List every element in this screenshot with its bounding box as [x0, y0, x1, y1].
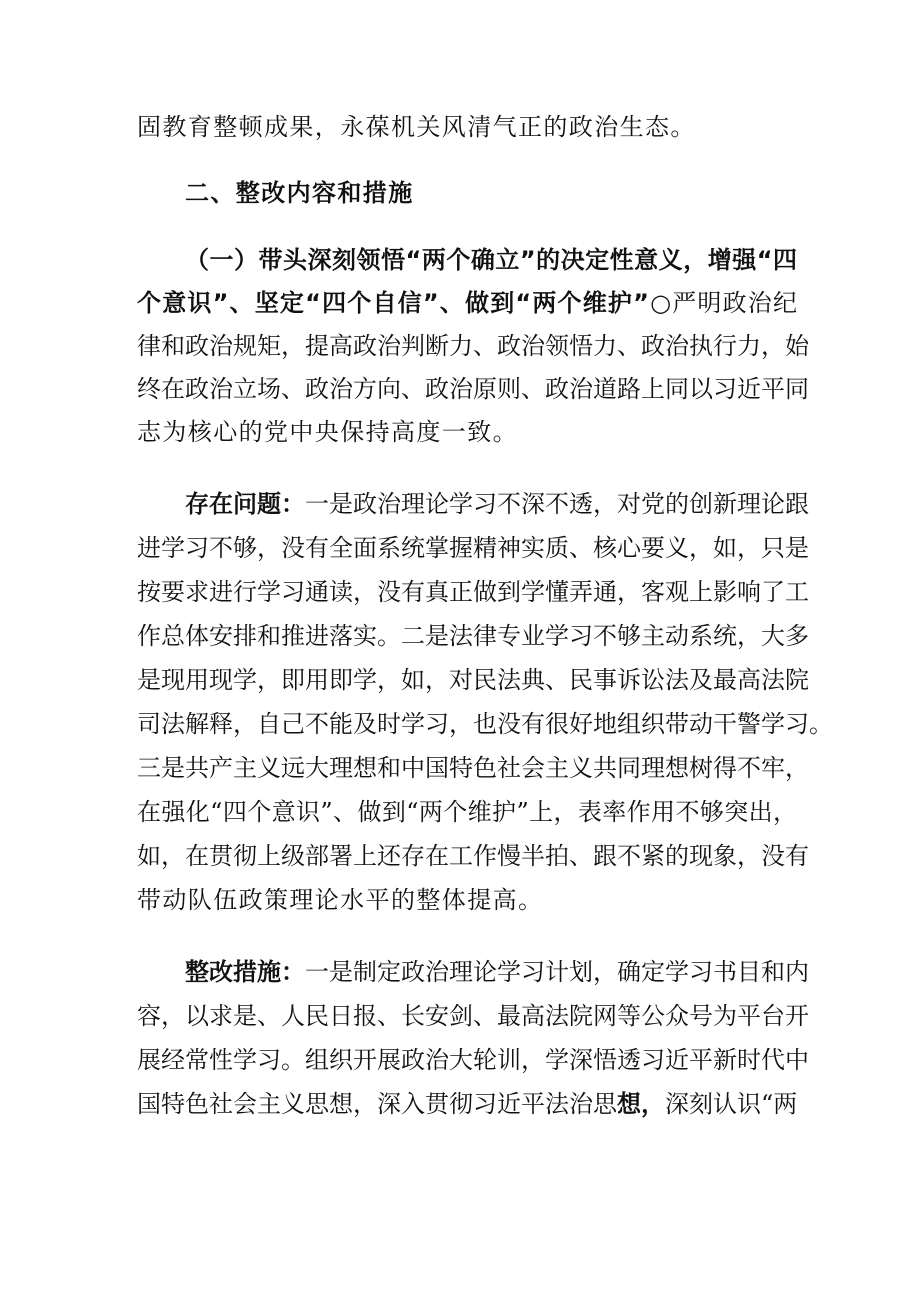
problems-line-10: 带动队伍政策理论水平的整体提高。 — [137, 886, 544, 914]
measures-line-4-c: 深刻认识“两 — [665, 1090, 798, 1118]
problems-line-3: 按要求进行学习通读，没有真正做到学懂弄通，客观上影响了工 — [137, 578, 809, 606]
subsection-separator: ○ — [648, 289, 673, 317]
problems-line-2: 进学习不够，没有全面系统掌握精神实质、核心要义，如，只是 — [137, 534, 809, 562]
problems-line-1-text: 一是政治理论学习不深不透，对党的创新理论跟 — [305, 490, 809, 518]
measures-line-3: 展经常性学习。组织开展政治大轮训，学深悟透习近平新时代中 — [137, 1046, 809, 1074]
intro-line: 固教育整顿成果，永葆机关风清气正的政治生态。 — [137, 113, 696, 141]
measures-line-4 — [137, 1087, 797, 1121]
subsection-line-1: （一）带头深刻领悟“两个确立”的决定性意义，增强“四 — [185, 246, 797, 274]
measures-line-1 — [185, 955, 809, 989]
problems-line-6: 司法解释，自己不能及时学习，也没有很好地组织带动干警学习。 — [137, 710, 833, 738]
problems-line-7: 三是共产主义远大理想和中国特色社会主义共同理想树得不牢， — [137, 754, 809, 782]
measures-line-4-bold: 想， — [617, 1089, 665, 1118]
subsection-line-2 — [137, 286, 797, 320]
subsection-line-5: 志为核心的党中央保持高度一致。 — [137, 418, 518, 446]
problems-line-1 — [185, 487, 809, 521]
problems-line-4: 作总体安排和推进落实。二是法律专业学习不够主动系统，大多 — [137, 622, 809, 650]
problems-line-5: 是现用现学，即用即学，如，对民法典、民事诉讼法及最高法院 — [137, 666, 809, 694]
section-heading: 二、整改内容和措施 — [185, 179, 414, 207]
measures-line-4-a: 国特色社会主义思想，深入贯彻习近平法治思 — [137, 1090, 617, 1118]
subsection-line-4: 终在政治立场、政治方向、政治原则、政治道路上同以习近平同 — [137, 375, 809, 403]
measures-line-2: 容，以求是、人民日报、长安剑、最高法院网等公众号为平台开 — [137, 1002, 809, 1030]
measures-line-1-text: 一是制定政治理论学习计划，确定学习书目和内 — [305, 958, 809, 986]
measures-label: 整改措施： — [185, 958, 305, 986]
problems-line-8: 在强化“四个意识”、做到“两个维护”上，表率作用不够突出， — [137, 798, 797, 826]
problems-line-9: 如，在贯彻上级部署上还存在工作慢半拍、跟不紧的现象，没有 — [137, 842, 809, 870]
subsection-line-3: 律和政治规矩，提高政治判断力、政治领悟力、政治执行力，始 — [137, 332, 809, 360]
subsection-line-2-rest: 严明政治纪 — [672, 289, 797, 317]
problems-label: 存在问题： — [185, 490, 305, 518]
subsection-title-continued: 个意识”、坚定“四个自信”、做到“两个维护” — [137, 289, 649, 317]
